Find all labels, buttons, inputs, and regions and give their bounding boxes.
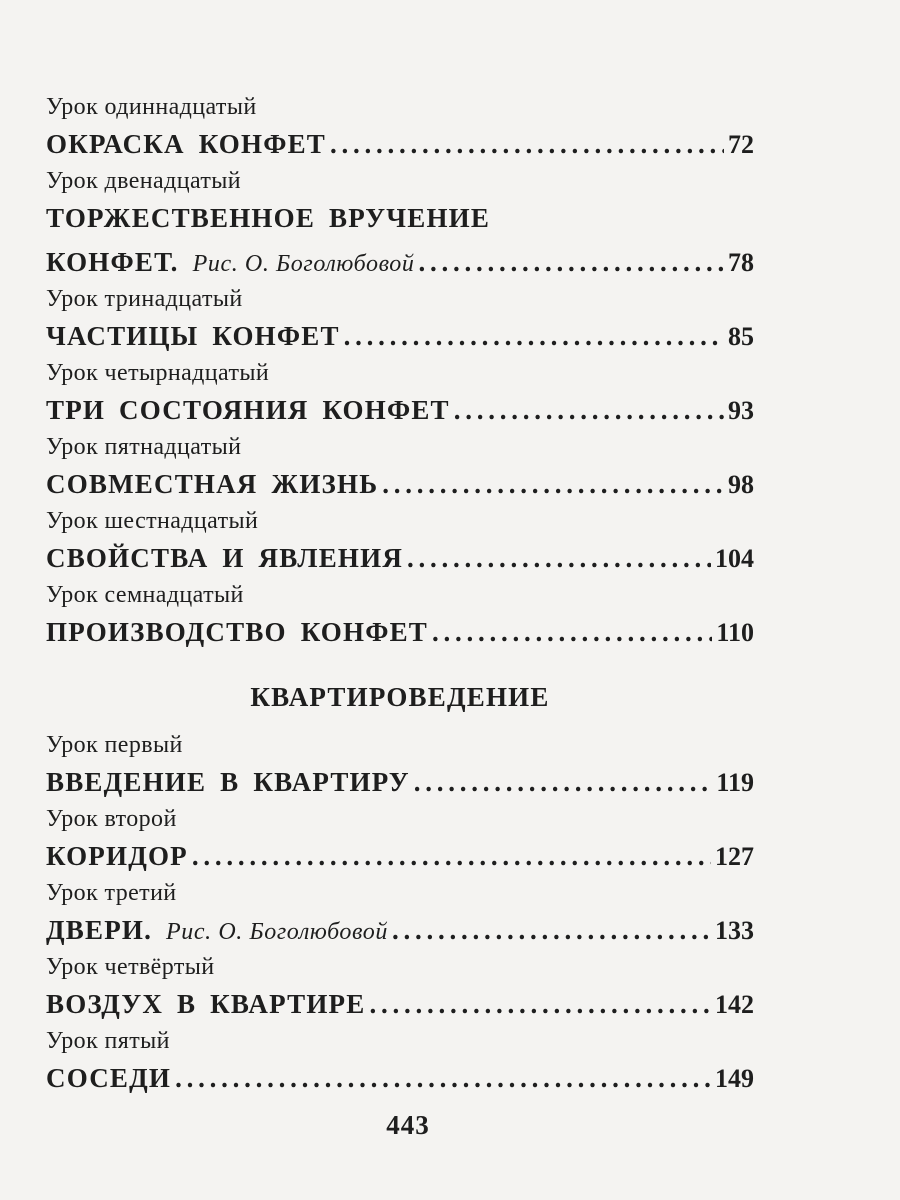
toc-line (46, 1056, 754, 1100)
chapter-title: СОВМЕСТНАЯ ЖИЗНЬ (46, 469, 379, 499)
chapter-title: КОНФЕТ. (46, 247, 179, 277)
chapter-title: КОРИДОР (46, 841, 188, 871)
toc-entry (46, 166, 754, 284)
dot-leader (192, 834, 711, 878)
lesson-label: Урок одиннадцатый (46, 94, 257, 120)
toc-line (46, 834, 754, 878)
lesson-label: Урок двенадцатый (46, 168, 242, 194)
illustration-credit: Рис. О. Боголюбовой (166, 919, 388, 945)
toc-line (46, 240, 754, 284)
chapter-title: ПРОИЗВОДСТВО КОНФЕТ (46, 617, 429, 647)
dot-leader (418, 240, 724, 284)
page-number: 443 (386, 1110, 430, 1140)
toc-line (46, 122, 754, 166)
lesson-label: Урок шестнадцатый (46, 508, 259, 534)
toc-line (46, 908, 754, 952)
page-ref: 110 (716, 618, 754, 647)
lesson-label: Урок тринадцатый (46, 286, 243, 312)
lesson-label: Урок четвёртый (46, 954, 215, 980)
dot-leader (392, 908, 711, 952)
toc-entry (46, 804, 754, 878)
toc-entry (46, 284, 754, 358)
dot-leader (369, 982, 711, 1026)
toc-entry (46, 92, 754, 166)
chapter-title: ВОЗДУХ В КВАРТИРЕ (46, 989, 366, 1019)
page-ref: 72 (728, 130, 754, 159)
toc-entry (46, 580, 754, 654)
toc-line (46, 982, 754, 1026)
page-ref: 142 (715, 990, 754, 1019)
toc-entry (46, 358, 754, 432)
dot-leader (454, 388, 724, 432)
dot-leader (344, 314, 724, 358)
dot-leader (175, 1056, 711, 1100)
chapter-title: ЧАСТИЦЫ КОНФЕТ (46, 321, 340, 351)
chapter-title: ВВЕДЕНИЕ В КВАРТИРУ (46, 767, 410, 797)
toc-line (46, 388, 754, 432)
toc-entry (46, 506, 754, 580)
page-ref: 119 (716, 768, 754, 797)
dot-leader (330, 122, 724, 166)
toc-entry (46, 432, 754, 506)
illustration-credit: Рис. О. Боголюбовой (192, 251, 415, 277)
lesson-label: Урок третий (46, 880, 177, 906)
dot-leader (407, 536, 711, 580)
page-ref: 127 (715, 842, 754, 871)
chapter-title: ДВЕРИ. (46, 915, 153, 945)
lesson-label: Урок пятнадцатый (46, 434, 242, 460)
chapter-title: СВОЙСТВА И ЯВЛЕНИЯ (46, 543, 404, 573)
chapter-title: ТРИ СОСТОЯНИЯ КОНФЕТ (46, 395, 450, 425)
page-ref: 98 (728, 470, 754, 499)
section-heading: КВАРТИРОВЕДЕНИЕ (250, 682, 550, 712)
lesson-label: Урок пятый (46, 1028, 170, 1054)
table-of-contents (46, 92, 754, 1100)
chapter-title: СОСЕДИ (46, 1063, 172, 1093)
page-ref: 85 (728, 322, 754, 351)
toc-line (46, 462, 754, 506)
lesson-label: Урок четырнадцатый (46, 360, 270, 386)
chapter-title: ОКРАСКА КОНФЕТ (46, 129, 327, 159)
chapter-title-line1: ТОРЖЕСТВЕННОЕ ВРУЧЕНИЕ (46, 203, 491, 233)
lesson-label: Урок второй (46, 806, 177, 832)
toc-entry (46, 1026, 754, 1100)
toc-entry (46, 730, 754, 804)
toc-line (46, 314, 754, 358)
page-ref: 149 (715, 1064, 754, 1093)
toc-line (46, 610, 754, 654)
page-ref: 133 (715, 916, 754, 945)
dot-leader (432, 610, 712, 654)
lesson-label: Урок семнадцатый (46, 582, 244, 608)
dot-leader (414, 760, 713, 804)
page-ref: 78 (728, 248, 754, 277)
toc-line (46, 536, 754, 580)
toc-entry (46, 878, 754, 952)
toc-line (46, 760, 754, 804)
lesson-label: Урок первый (46, 732, 183, 758)
page-ref: 104 (715, 544, 754, 573)
dot-leader (382, 462, 724, 506)
toc-entry (46, 952, 754, 1026)
page-ref: 93 (728, 396, 754, 425)
